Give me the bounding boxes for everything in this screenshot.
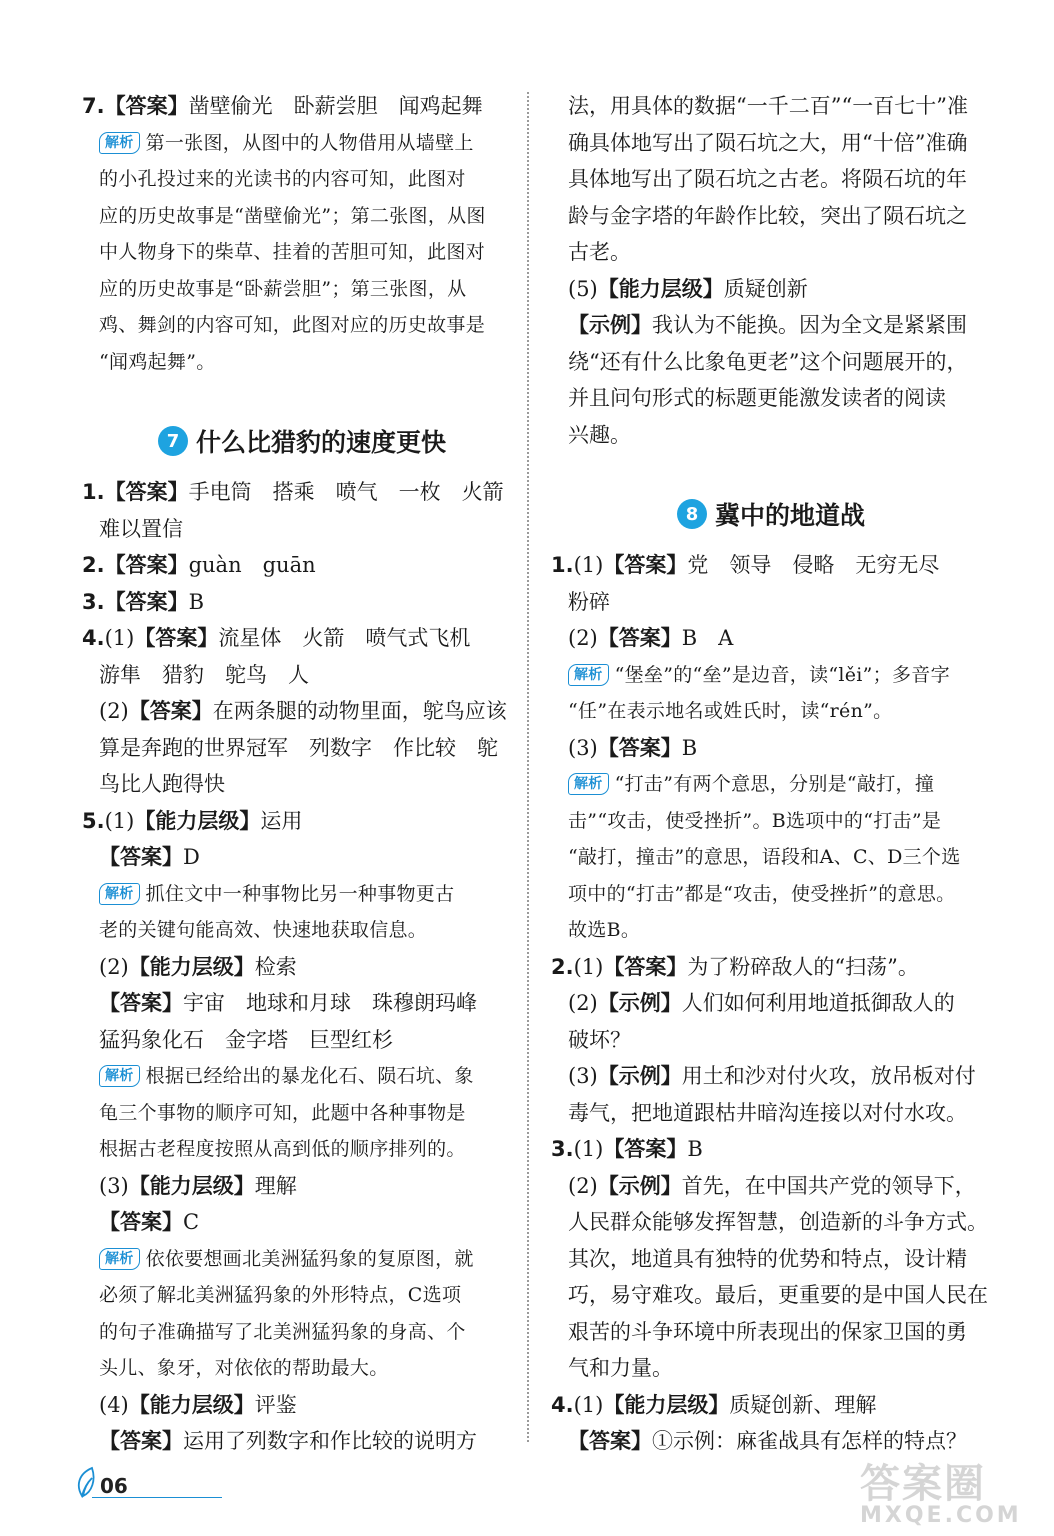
line-text: 龄与金字塔的年龄作比较，突出了陨石坑之 (568, 203, 967, 228)
sub-question-number: (1) (104, 626, 135, 650)
line-text: B (681, 735, 698, 760)
answer-line (551, 730, 991, 767)
line-text: 击”“攻击，使受挫折”。B选项中的“打击”是 (568, 809, 942, 832)
answer-line (551, 417, 991, 454)
answer-tag: 【能力层级】 (597, 276, 724, 301)
question-number: 3. (551, 1137, 574, 1161)
section-title: 什么比猎豹的速度更快 (195, 428, 446, 457)
answer-line (551, 1058, 991, 1095)
answer-tag: 【答案】 (597, 735, 682, 760)
answer-line (82, 474, 522, 511)
answer-line (82, 88, 522, 125)
explanation-line (82, 1314, 522, 1351)
question-number: 2. (82, 553, 105, 577)
page-number-underline (92, 1497, 222, 1498)
line-text: 用土和沙对付火攻，放吊板对付 (681, 1064, 976, 1088)
line-text: 质疑创新、理解 (729, 1392, 877, 1417)
line-text: 第一张图，从图中的人物借用从墙壁上 (145, 131, 474, 154)
sub-question-number: (3) (568, 1064, 598, 1088)
answer-line (551, 88, 991, 125)
line-text: 质疑创新 (723, 276, 808, 301)
question-number: 2. (551, 954, 574, 979)
answer-line (82, 1387, 522, 1424)
answer-tag: 【答案】 (104, 94, 189, 118)
answer-tag: 【示例】 (597, 1064, 682, 1088)
explanation-line (551, 876, 991, 913)
answer-tag: 【能力层级】 (128, 1392, 255, 1417)
answer-line (551, 271, 991, 308)
answer-line (82, 657, 522, 694)
line-text: 必须了解北美洲猛犸象的外形特点，C选项 (99, 1284, 462, 1306)
analysis-badge: 解析 (99, 1248, 140, 1270)
answer-tag: 【答案】 (99, 991, 183, 1015)
line-text: 法，用具体的数据“一千二百”“一百七十”准 (568, 94, 968, 118)
line-text: 艰苦的斗争环境中所表现出的保家卫国的勇 (568, 1319, 967, 1344)
line-text: C (183, 1210, 200, 1234)
column-divider (527, 92, 529, 1442)
answer-line (551, 307, 991, 344)
line-text: 根据已经给出的暴龙化石、陨石坑、象 (145, 1065, 474, 1087)
explanation-line (551, 839, 991, 876)
sub-question-number: (5) (568, 276, 598, 301)
line-text: 难以置信 (99, 516, 183, 541)
line-text: 的句子准确描写了北美洲猛犸象的身高、个 (99, 1320, 466, 1343)
line-text: 根据古老程度按照从高到低的顺序排列的。 (99, 1138, 466, 1160)
analysis-badge: 解析 (568, 664, 609, 686)
answer-tag: 【答案】 (603, 553, 688, 577)
question-number: 5. (82, 808, 105, 833)
explanation-line (82, 912, 522, 949)
answer-line (551, 620, 991, 657)
answer-line (551, 161, 991, 198)
answer-tag: 【答案】 (603, 1137, 688, 1161)
section-title: 冀中的地道战 (714, 501, 865, 530)
answer-line (82, 584, 522, 621)
line-text: B (687, 1137, 703, 1161)
line-text: 理解 (254, 1173, 297, 1198)
explanation-line (82, 307, 522, 344)
lesson-number-badge: 7 (158, 426, 188, 456)
line-text: 并且问句形式的标题更能激发读者的阅读 (568, 386, 946, 410)
analysis-badge: 解析 (99, 132, 140, 154)
answer-tag: 【示例】 (568, 313, 652, 337)
answer-tag: 【答案】 (104, 480, 189, 504)
explanation-line (551, 657, 991, 694)
sub-question-number: (3) (568, 735, 598, 760)
answer-tag: 【能力层级】 (134, 808, 261, 833)
answer-tag: 【能力层级】 (603, 1392, 730, 1417)
line-text: B (188, 589, 205, 614)
answer-tag: 【示例】 (597, 991, 682, 1015)
answer-tag: 【能力层级】 (128, 1173, 255, 1198)
line-text: guàn guān (188, 553, 316, 577)
question-number: 4. (82, 626, 105, 650)
line-text: 巧，易守难攻。最后，更重要的是中国人民在 (568, 1283, 988, 1307)
answer-tag: 【答案】 (134, 626, 219, 650)
left-column (82, 88, 522, 1460)
answer-line (551, 234, 991, 271)
question-number: 4. (551, 1392, 574, 1417)
explanation-line (82, 125, 522, 162)
line-text: 猛犸象化石 金字塔 巨型红杉 (99, 1027, 393, 1052)
explanation-line (82, 1095, 522, 1132)
answer-line (551, 1387, 991, 1424)
line-text: 我认为不能换。因为全文是紧紧围 (652, 313, 967, 337)
question-number: 7. (82, 94, 105, 118)
answer-line (551, 584, 991, 621)
explanation-line (82, 1350, 522, 1387)
analysis-badge: 解析 (99, 883, 140, 905)
sub-question-number: (2) (99, 954, 129, 979)
answer-line (551, 198, 991, 235)
answer-tag: 【答案】 (99, 1429, 183, 1453)
answer-line (551, 1022, 991, 1059)
line-text: 气和力量。 (568, 1356, 673, 1380)
line-text: 手电筒 搭乘 喷气 一枚 火箭 (188, 480, 504, 504)
answer-line (551, 1168, 991, 1205)
answer-line (82, 693, 522, 730)
line-text: “闻鸡起舞”。 (99, 350, 216, 373)
page-number: 06 (100, 1474, 128, 1498)
answer-line (551, 380, 991, 417)
analysis-badge: 解析 (99, 1065, 140, 1087)
line-text: 古老。 (568, 240, 631, 264)
answer-line (551, 1314, 991, 1351)
line-text: 头儿、象牙，对依依的帮助最大。 (99, 1357, 389, 1379)
line-text: 依依要想画北美洲猛犸象的复原图，就 (145, 1247, 474, 1270)
line-text: “任”在表示地名或姓氏时，读“rén”。 (568, 700, 893, 722)
question-number: 1. (82, 480, 105, 504)
section-gap (551, 453, 991, 475)
explanation-line (551, 803, 991, 840)
answer-line (82, 1168, 522, 1205)
line-text: 应的历史故事是“卧薪尝胆”；第三张图，从 (99, 277, 467, 300)
sub-question-number: (1) (573, 954, 604, 979)
watermark-line1: 答案圈 (860, 1461, 986, 1507)
page-number-block (74, 1464, 128, 1498)
answer-line (551, 1095, 991, 1132)
sub-question-number: (1) (573, 1392, 604, 1417)
explanation-line (82, 161, 522, 198)
line-text: 龟三个事物的顺序可知，此题中各种事物是 (99, 1101, 466, 1124)
answer-line (551, 344, 991, 381)
answer-line (82, 985, 522, 1022)
explanation-line (82, 198, 522, 235)
answer-line (551, 1131, 991, 1168)
question-number: 1. (551, 553, 574, 577)
sub-question-number: (2) (99, 699, 129, 723)
explanation-line (82, 1277, 522, 1314)
line-text: 粉碎 (568, 589, 610, 614)
sub-question-number: (2) (568, 991, 598, 1015)
line-text: 确具体地写出了陨石坑之大，用“十倍”准确 (568, 130, 968, 155)
answer-line (82, 511, 522, 548)
sub-question-number: (3) (99, 1173, 129, 1198)
leaf-icon (74, 1464, 98, 1498)
line-text: 首先，在中国共产党的领导下， (681, 1173, 976, 1198)
sub-question-number: (4) (99, 1392, 129, 1417)
sub-question-number: (1) (573, 553, 604, 577)
sub-question-number: (1) (104, 808, 135, 833)
line-text: 运用了列数字和作比较的说明方 (183, 1429, 477, 1453)
line-text: ①示例：麻雀战具有怎样的特点？ (652, 1429, 967, 1453)
line-text: 游隼 猎豹 鸵鸟 人 (99, 662, 309, 687)
explanation-line (82, 234, 522, 271)
line-text: 故选B。 (568, 919, 641, 941)
answer-line (82, 1423, 522, 1460)
question-number: 3. (82, 589, 105, 614)
line-text: 人们如何利用地道抵御敌人的 (681, 991, 955, 1015)
explanation-line (82, 876, 522, 913)
answer-tag: 【答案】 (99, 1210, 183, 1234)
explanation-line (82, 1131, 522, 1168)
explanation-line (551, 693, 991, 730)
line-text: 流星体 火箭 喷气式飞机 (218, 626, 471, 650)
line-text: 算是奔跑的世界冠军 列数字 作比较 鸵 (99, 735, 498, 760)
line-text: “打击”有两个意思，分别是“敲打，撞 (614, 773, 935, 795)
answer-line (551, 949, 991, 986)
line-text: B A (681, 626, 734, 650)
explanation-line (82, 1241, 522, 1278)
answer-line (551, 125, 991, 162)
line-text: 党 领导 侵略 无穷无尽 (687, 553, 940, 577)
sub-question-number: (2) (568, 1173, 598, 1198)
section-heading (82, 410, 522, 472)
line-text: 项中的“打击”都是“攻击，使受挫折”的意思。 (568, 882, 956, 905)
explanation-line (551, 766, 991, 803)
line-text: 应的历史故事是“凿壁偷光”；第二张图，从图 (99, 204, 486, 227)
line-text: 宇宙 地球和月球 珠穆朗玛峰 (183, 991, 477, 1015)
answer-line (82, 803, 522, 840)
line-text: 绕“还有什么比象龟更老”这个问题展开的， (568, 349, 968, 374)
answer-tag: 【答案】 (603, 954, 688, 979)
line-text: 抓住文中一种事物比另一种事物更古 (145, 882, 455, 905)
line-text: D (183, 845, 200, 869)
line-text: 兴趣。 (568, 422, 631, 447)
answer-line (82, 839, 522, 876)
line-text: 老的关键句能高效、快速地获取信息。 (99, 919, 428, 941)
line-text: 的小孔投过来的光读书的内容可知，此图对 (99, 168, 466, 190)
answer-line (82, 766, 522, 803)
section-gap (82, 380, 522, 402)
sub-question-number: (1) (573, 1137, 604, 1161)
explanation-line (551, 912, 991, 949)
line-text: 鸡、舞剑的内容可知，此图对应的历史故事是 (99, 314, 486, 336)
answer-line (551, 1241, 991, 1278)
answer-line (551, 985, 991, 1022)
line-text: 评鉴 (254, 1392, 297, 1417)
answer-tag: 【答案】 (128, 699, 213, 723)
answer-line (82, 547, 522, 584)
line-text: 其次，地道具有独特的优势和特点，设计精 (568, 1246, 967, 1271)
line-text: 破坏？ (568, 1027, 631, 1052)
right-column (551, 88, 991, 1460)
answer-tag: 【示例】 (597, 1173, 682, 1198)
answer-line (551, 1204, 991, 1241)
line-text: 为了粉碎敌人的“扫荡”。 (687, 954, 919, 979)
explanation-line (82, 344, 522, 381)
answer-tag: 【答案】 (104, 589, 189, 614)
answer-tag: 【答案】 (597, 626, 682, 650)
answer-tag: 【答案】 (568, 1429, 652, 1453)
answer-line (551, 1350, 991, 1387)
answer-tag: 【答案】 (104, 553, 189, 577)
line-text: 具体地写出了陨石坑之古老。将陨石坑的年 (568, 167, 967, 191)
answer-line (82, 1204, 522, 1241)
line-text: 检索 (254, 954, 297, 979)
line-text: 鸟比人跑得快 (99, 772, 225, 796)
explanation-line (82, 271, 522, 308)
sub-question-number: (2) (568, 626, 598, 650)
line-text: 中人物身下的柴草、挂着的苦胆可知，此图对 (99, 241, 486, 263)
answer-tag: 【能力层级】 (128, 954, 255, 979)
line-text: 在两条腿的动物里面，鸵鸟应该 (212, 699, 507, 723)
lesson-number-badge: 8 (677, 499, 707, 529)
answer-line (551, 547, 991, 584)
line-text: 人民群众能够发挥智慧，创造新的斗争方式。 (568, 1210, 988, 1234)
section-heading (551, 483, 991, 545)
answer-tag: 【答案】 (99, 845, 183, 869)
answer-line (551, 1277, 991, 1314)
line-text: 运用 (260, 808, 303, 833)
watermark-logo (860, 1452, 1040, 1532)
explanation-line (82, 1058, 522, 1095)
line-text: 毒气，把地道跟枯井暗沟连接以对付水攻。 (568, 1100, 967, 1125)
line-text: “敲打，撞击”的意思，语段和A、C、D三个选 (568, 846, 961, 868)
line-text: 凿壁偷光 卧薪尝胆 闻鸡起舞 (188, 94, 483, 118)
answer-line (82, 620, 522, 657)
analysis-badge: 解析 (568, 773, 609, 795)
watermark-line2: MXQE.COM (860, 1503, 1022, 1528)
line-text: “堡垒”的“垒”是边音，读“lěi”；多音字 (614, 663, 950, 686)
answer-line (82, 949, 522, 986)
answer-line (82, 1022, 522, 1059)
answer-line (82, 730, 522, 767)
